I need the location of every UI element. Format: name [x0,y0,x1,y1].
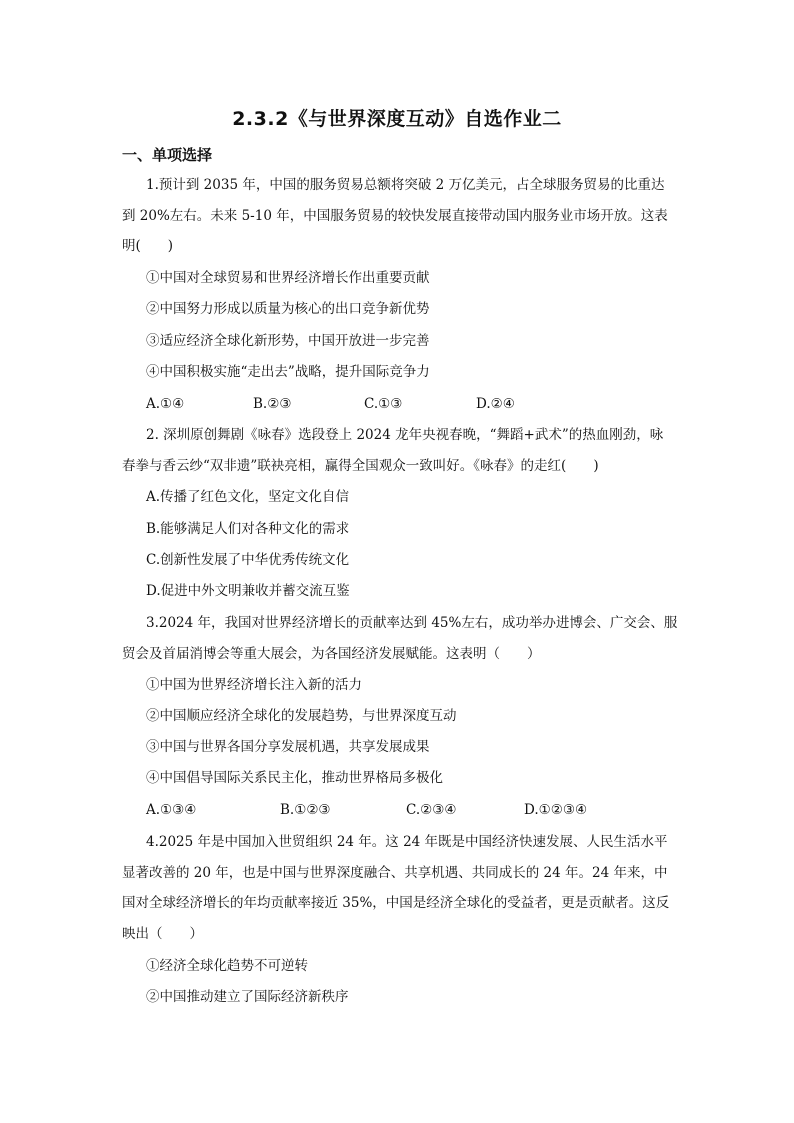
question-2-option-d[interactable]: D.促进中外文明兼收并蓄交流互鉴 [146,583,350,599]
question-3-option-1: ①中国为世界经济增长注入新的活力 [146,677,362,693]
question-3-choice-a[interactable]: A.①③④ [146,802,197,818]
question-3-line-1: 3.2024 年，我国对世界经济增长的贡献率达到 45%左右，成功举办进博会、广交会、服 [146,615,678,631]
question-1-option-3: ③适应经济全球化新形势，中国开放进一步完善 [146,333,430,349]
question-2-option-b[interactable]: B.能够满足人们对各种文化的需求 [146,521,350,537]
question-3-choice-c[interactable]: C.②③④ [406,802,457,818]
question-1-choice-d[interactable]: D.②④ [476,396,515,412]
question-1-line-2: 到 20%左右。未来 5-10 年，中国服务贸易的较快发展直接带动国内服务业市场开放。这表 [122,208,668,224]
question-4-option-2: ②中国推动建立了国际经济新秩序 [146,989,349,1005]
question-3-option-3: ③中国与世界各国分享发展机遇，共享发展成果 [146,739,430,755]
question-4-line-4: 映出（ ） [122,926,203,942]
question-1-option-4: ④中国积极实施“走出去”战略，提升国际竞争力 [146,364,430,380]
question-3-line-2: 贸会及首届消博会等重大展会，为各国经济发展赋能。这表明（ ） [122,646,541,662]
question-1-choice-c[interactable]: C.①③ [364,396,403,412]
question-3-choice-b[interactable]: B.①②③ [280,802,331,818]
question-3-option-2: ②中国顺应经济全球化的发展趋势，与世界深度互动 [146,708,457,724]
question-2-option-a[interactable]: A.传播了红色文化，坚定文化自信 [146,489,350,505]
document-title: 2.3.2《与世界深度互动》自选作业二 [232,108,562,130]
question-3-option-4: ④中国倡导国际关系民主化，推动世界格局多极化 [146,770,443,786]
question-4-option-1: ①经济全球化趋势不可逆转 [146,958,308,974]
question-2-line-1: 2. 深圳原创舞剧《咏春》选段登上 2024 龙年央视春晚，“舞蹈+武术”的热血刚劲，咏 [146,427,664,443]
section-heading: 一、单项选择 [122,146,213,164]
question-1-choice-b[interactable]: B.②③ [253,396,292,412]
question-4-line-1: 4.2025 年是中国加入世贸组织 24 年。这 24 年既是中国经济快速发展、人民生活水平 [146,834,668,850]
question-4-line-2: 显著改善的 20 年，也是中国与世界深度融合、共享机遇、共同成长的 24 年。24 年来，中 [122,865,668,881]
question-4-line-3: 国对全球经济增长的年均贡献率接近 35%，中国是经济全球化的受益者，更是贡献者。这反 [122,895,670,911]
question-1-line-3: 明( ) [122,238,174,254]
question-2-option-c[interactable]: C.创新性发展了中华优秀传统文化 [146,552,350,568]
question-3-choice-d[interactable]: D.①②③④ [524,802,588,818]
question-1-choice-a[interactable]: A.①④ [146,396,185,412]
question-1-option-1: ①中国对全球贸易和世界经济增长作出重要贡献 [146,270,430,286]
question-2-line-2: 春拳与香云纱“双非遗”联袂亮相，赢得全国观众一致叫好。《咏春》的走红( ) [122,458,599,474]
question-1-line-1: 1.预计到 2035 年，中国的服务贸易总额将突破 2 万亿美元，占全球服务贸易的比重达 [146,177,665,193]
question-1-option-2: ②中国努力形成以质量为核心的出口竞争新优势 [146,301,430,317]
